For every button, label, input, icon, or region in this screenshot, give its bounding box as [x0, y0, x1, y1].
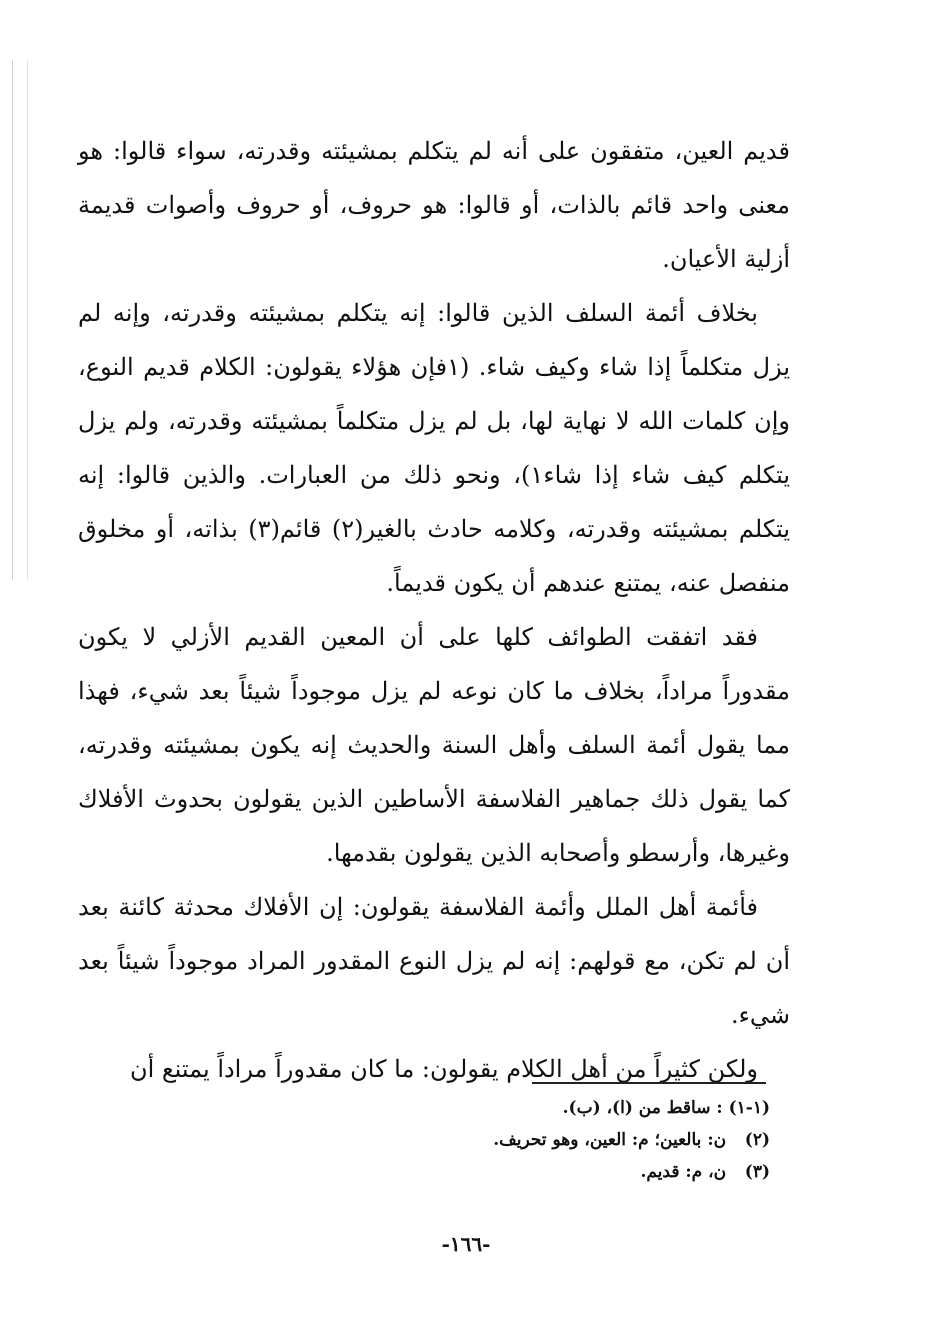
footnote-text: : ساقط من (ا)، (ب).: [562, 1098, 723, 1118]
paragraph-4: فأئمة أهل الملل وأئمة الفلاسفة يقولون: إن الأفلاك محدثة كائنة بعد أن لم تكن، مع قولهم: إنه لم يزل النوع المقدور المراد موجوداً شيئاً بعد شيء.: [78, 893, 790, 1029]
footnote-2: [300, 1124, 770, 1156]
page-number: -١٦٦-: [441, 1232, 491, 1256]
footnote-text: ن، م: قديم.: [640, 1162, 727, 1182]
scan-binding-edge: [12, 60, 28, 580]
paragraph-3: فقد اتفقت الطوائف كلها على أن المعين القديم الأزلي لا يكون مقدوراً مراداً، بخلاف ما كان نوعه لم يزل موجوداً شيئاً بعد شيء، فهذا مما يقول أئمة السلف وأهل السنة والحديث إنه يكون بمشيئته وقدرته، كما يقول ذلك جماهير الفلاسفة الأساطين الذين يقولون بحدوث الأفلاك وغيرها، وأرسطو وأصحابه الذين يقولون بقدمها.: [78, 623, 790, 867]
main-text: [78, 124, 790, 1096]
paragraph-2: بخلاف أئمة السلف الذين قالوا: إنه يتكلم بمشيئته وقدرته، وإنه لم يزل متكلماً إذا شاء وكيف شاء. (١فإن هؤلاء يقولون: الكلام قديم النوع، وإن كلمات الله لا نهاية لها، بل لم يزل متكلماً بمشيئته وقدرته، ولم يزل يتكلم كيف شاء إذا شاء١)، ونحو ذلك من العبارات. والذين قالوا: إنه يتكلم بمشيئته وقدرته، وكلامه حادث بالغير(٢) قائم(٣) بذاته، أو مخلوق منفصل عنه، يمتنع عندهم أن يكون قديماً.: [78, 299, 791, 597]
footnote-3: [300, 1156, 770, 1188]
paragraph-5: ولكن كثيراً من أهل الكلام يقولون: ما كان مقدوراً مراداً يمتنع أن: [129, 1055, 758, 1083]
footnotes: [300, 1092, 770, 1188]
paragraph-1: قديم العين، متفقون على أنه لم يتكلم بمشيئته وقدرته، سواء قالوا: هو معنى واحد قائم بالذات، أو قالوا: هو حروف، أو حروف وأصوات قديمة أزلية الأعيان.: [78, 137, 790, 273]
footnote-number: (٣): [744, 1162, 770, 1182]
footnote-number: (٢): [744, 1130, 770, 1150]
footnote-1: [300, 1092, 770, 1124]
footnote-text: ن: بالعين؛ م: العين، وهو تحريف.: [493, 1130, 727, 1150]
footnote-separator: [532, 1082, 766, 1084]
footnote-number: (١-١): [728, 1098, 770, 1118]
